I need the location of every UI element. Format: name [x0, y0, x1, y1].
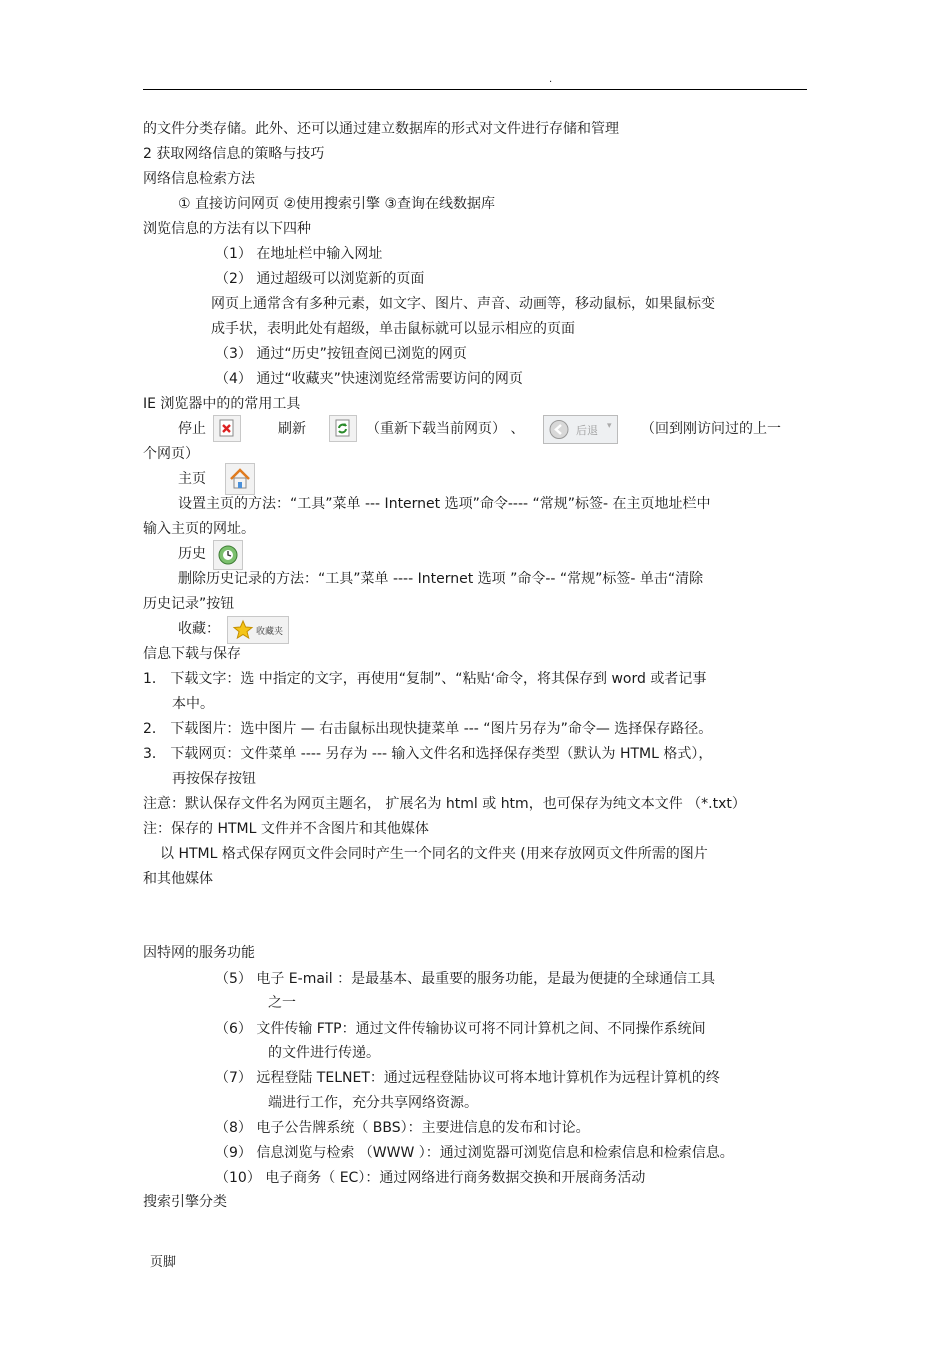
text-line: 以 HTML 格式保存网页文件会同时产生一个同名的文件夹 (用来存放网页文件所需的图片: [160, 846, 708, 862]
refresh-label: 刷新: [278, 421, 306, 437]
text-line: 再按保存按钮: [172, 771, 256, 787]
text-line: 信息下载与保存: [143, 646, 241, 662]
back-button-image: [543, 415, 618, 444]
favorites-button-label: 收藏夹: [256, 627, 284, 637]
text-line: 搜索引擎分类: [143, 1194, 227, 1210]
text-line: 浏览信息的方法有以下四种: [143, 221, 311, 237]
stop-icon: [213, 415, 241, 442]
refresh-icon: [329, 415, 357, 442]
text-line: 之一: [268, 995, 296, 1011]
text-line: 注意：默认保存文件名为网页主题名， 扩展名为 html 或 htm，也可保存为纯文本文件 （*.txt）: [143, 796, 746, 812]
list-item: （9） 信息浏览与检索 （WWW ）：通过浏览器可浏览信息和检索信息和检索信息。: [215, 1145, 734, 1161]
header-rule: [143, 89, 807, 90]
history-label: 历史: [178, 546, 206, 562]
text-line: 端进行工作，充分共享网络资源。: [268, 1095, 478, 1111]
header-dot: .: [549, 74, 553, 85]
list-item: 3． 下载网页：文件菜单 ---- 另存为 --- 输入文件名和选择保存类型（默认为 HTML 格式），: [143, 746, 713, 762]
home-icon: [225, 463, 255, 495]
favorites-button-image: [227, 616, 289, 644]
list-item: （5） 电子 E-mail ：是最基本、最重要的服务功能，是最为便捷的全球通信工具: [215, 971, 716, 987]
list-item: （3） 通过“历史”按钮查阅已浏览的网页: [215, 346, 467, 362]
star-icon: [231, 617, 255, 643]
text-line: 注：保存的 HTML 文件并不含图片和其他媒体: [143, 821, 429, 837]
chevron-down-icon: ▾: [607, 421, 612, 431]
text-line: 个网页）: [143, 446, 199, 462]
list-item: （8） 电子公告牌系统（ BBS）：主要进信息的发布和讨论。: [215, 1120, 590, 1136]
list-item: （10） 电子商务（ EC）：通过网络进行商务数据交换和开展商务活动: [215, 1170, 646, 1186]
home-label: 主页: [178, 471, 206, 487]
list-item: （2） 通过超级可以浏览新的页面: [215, 271, 425, 287]
list-item: 1． 下载文字：选 中指定的文字，再使用“复制”、“粘贴‘命令，将其保存到 word 或者记事: [143, 671, 707, 687]
text-line: 的文件进行传递。: [268, 1045, 380, 1061]
text-line: IE 浏览器中的的常用工具: [143, 396, 301, 412]
back-button-label: 后退: [576, 424, 598, 437]
text-line: 网页上通常含有多种元素，如文字、图片、声音、动画等，移动鼠标，如果鼠标变: [211, 296, 715, 312]
text-line: 的文件分类存储。此外、还可以通过建立数据库的形式对文件进行存储和管理: [143, 121, 619, 137]
text-line: ① 直接访问网页 ②使用搜索引擎 ③查询在线数据库: [178, 196, 496, 212]
history-icon: [213, 540, 243, 570]
text-line: 设置主页的方法：“工具”菜单 --- Internet 选项”命令---- “常规”标签- 在主页地址栏中: [178, 496, 711, 512]
stop-label: 停止: [178, 421, 206, 437]
section-heading: 因特网的服务功能: [143, 945, 255, 961]
page-footer: 页脚: [150, 1255, 177, 1270]
text-line: 和其他媒体: [143, 871, 213, 887]
refresh-description: （重新下载当前网页） 、: [366, 421, 525, 437]
list-item: （4） 通过“收藏夹”快速浏览经常需要访问的网页: [215, 371, 523, 387]
text-line: 本中。: [172, 696, 214, 712]
favorites-label: 收藏：: [178, 621, 220, 637]
list-item: 2． 下载图片：选中图片 — 右击鼠标出现快捷菜单 --- “图片另存为”命令— 选择保存路径。: [143, 721, 713, 737]
text-line: 输入主页的网址。: [143, 521, 255, 537]
back-arrow-icon: [547, 416, 573, 443]
text-line: 历史记录”按钮: [143, 596, 235, 612]
list-item: （6） 文件传输 FTP：通过文件传输协议可将不同计算机之间、不同操作系统间: [215, 1021, 706, 1037]
section-heading: 2 获取网络信息的策略与技巧: [143, 146, 325, 162]
text-line: 网络信息检索方法: [143, 171, 255, 187]
back-description: （回到刚访问过的上一: [641, 421, 781, 437]
list-item: （7） 远程登陆 TELNET：通过远程登陆协议可将本地计算机作为远程计算机的终: [215, 1070, 720, 1086]
list-item: （1） 在地址栏中输入网址: [215, 246, 383, 262]
text-line: 成手状，表明此处有超级，单击鼠标就可以显示相应的页面: [211, 321, 575, 337]
text-line: 删除历史记录的方法：“工具”菜单 ---- Internet 选项 ”命令-- “常规”标签- 单击“清除: [178, 571, 704, 587]
